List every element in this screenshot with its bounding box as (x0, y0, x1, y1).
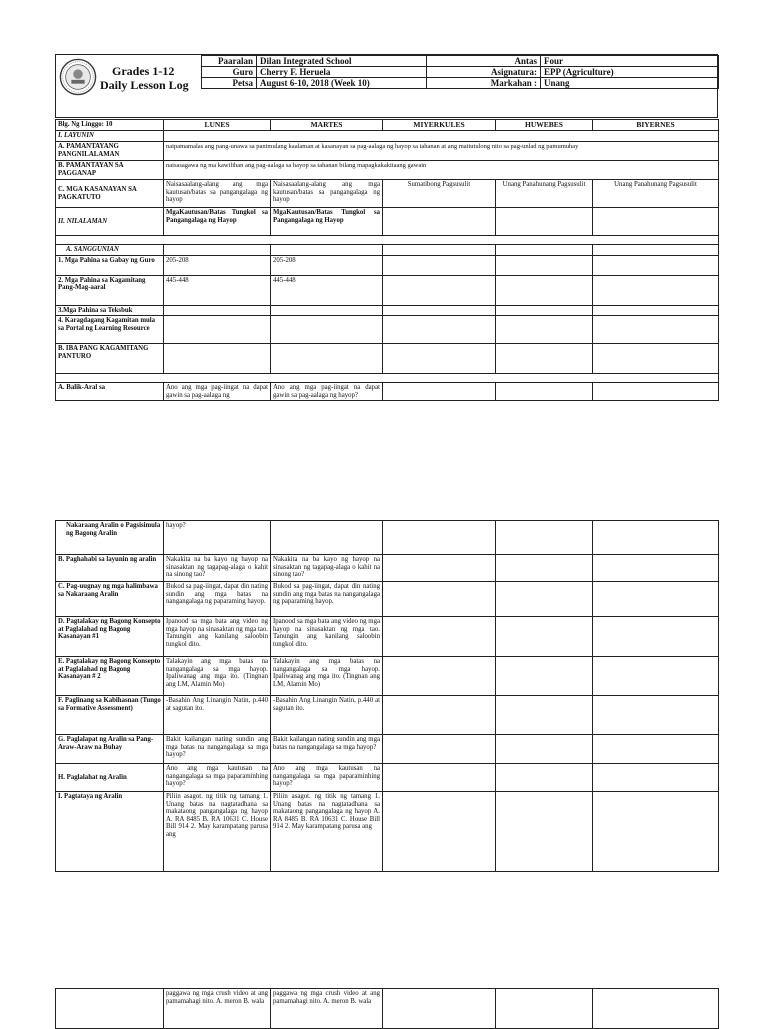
kasanayan-biyernes: Unang Panahunang Pagsusulit (593, 180, 719, 208)
balik-aral-label: A. Balik-Aral sa (56, 383, 164, 401)
title-grades: Grades 1-12 (112, 64, 175, 78)
gabay-lunes: 205-208 (164, 255, 271, 275)
procedure-lunes: Talakayin ang mga batas na nangangalaga sa mga hayop. Ipaliwanag ang mga ito. (Tingnan ang LM, Alamin Mo) (164, 657, 271, 696)
title-daily-lesson-log: Daily Lesson Log (100, 77, 189, 92)
kasanayan-miyerkules: Sumatibong Pagsusulit (383, 180, 496, 208)
pamantayan-pagganap-text: naisasagawa ng ma kawilihan ang pag-aalaga sa hayop sa tahanan bilang mapagkakakitaang gawain (164, 161, 719, 180)
pamantayang-pangnilalaman-label: A. PAMANTAYANG PANGNILALAMAN (56, 142, 164, 161)
pamantayan-pagganap-label: B. PAMANTAYAN SA PAGGANAP (56, 161, 164, 180)
kasanayan-row (56, 180, 719, 208)
procedure-martes (271, 521, 383, 555)
blank-row-1 (56, 236, 719, 245)
asignatura-value: EPP (Agriculture) (541, 67, 719, 78)
continued-lunes: paggawa ng mga crush video at ang pamamahagi nito. A. meron B. wala (164, 989, 271, 1029)
procedure-row (56, 764, 719, 792)
layunin-heading: I. LAYUNIN (56, 131, 164, 142)
kagamitang-martes: 445-448 (271, 275, 383, 305)
procedure-lunes: Bakit kailangan nating sundin ang mga batas na nangangalaga sa mga hayop? (164, 735, 271, 764)
continued-row (56, 989, 719, 1029)
day-biyernes: BIYERNES (593, 120, 719, 131)
header-info-table (201, 55, 719, 89)
days-header-row (56, 120, 719, 131)
sanggunian-row (56, 245, 719, 256)
markahan-label: Markahan : (427, 78, 541, 89)
procedure-martes: Talakayin ang mga batas na nangangalaga sa mga hayop. Ipaliwanag ang mga ito. (Tingnan ang LM, Alamin Mo) (271, 657, 383, 696)
procedure-label: D. Pagtalakay ng Bagong Konsepto at Paglalahad ng Bagong Kasanayan #1 (56, 617, 164, 657)
procedure-row (56, 696, 719, 735)
procedure-label: C. Pag-uugnay ng mga halimbawa sa Nakaraang Aralin (56, 582, 164, 617)
procedure-lunes: Ano ang mga kautusan na nangangalaga sa mga paparaminhing hayop? (164, 764, 271, 792)
asignatura-label: Asignatura: (427, 67, 541, 78)
document-title (100, 65, 189, 93)
blank-row-2 (56, 374, 719, 383)
day-miyerkules: MIYERKULES (383, 120, 496, 131)
procedure-row (56, 582, 719, 617)
lesson-table-page-1 (55, 119, 719, 401)
procedure-row (56, 617, 719, 657)
markahan-value: Unang (541, 78, 719, 89)
procedure-row (56, 792, 719, 872)
procedure-lunes: Nakakita na ba kayo ng hayop na sinasaktan ng tagapag-alaga o kahit na sinong tao? (164, 555, 271, 582)
procedure-row (56, 521, 719, 555)
teksbuk-label: 3.Mga Pahina sa Teksbuk (56, 305, 164, 316)
nilalaman-row (56, 208, 719, 236)
pamantayang-pangnilalaman-row (56, 142, 719, 161)
procedure-martes: -Basahin Ang Linangin Natin, p.440 at sagutan ito. (271, 696, 383, 735)
procedure-label: G. Paglalapat ng Aralin sa Pang-Araw-Araw na Buhay (56, 735, 164, 764)
header-row-guro (202, 67, 719, 78)
kasanayan-lunes: Naisasaalang-alang ang mga kautusan/batas sa pangangalaga ng hayop (164, 180, 271, 208)
lesson-table-page-3 (55, 988, 719, 1029)
procedure-martes: Ano ang mga kautusan na nangangalaga sa mga paparaminhing hayop? (271, 764, 383, 792)
nilalaman-lunes: MgaKautusan/Batas Tungkol sa Pangangalaga ng Hayop (164, 208, 271, 236)
kagamitang-lunes: 445-448 (164, 275, 271, 305)
guro-value: Cherry F. Heruela (257, 67, 427, 78)
guro-label: Guro (202, 67, 257, 78)
day-lunes: LUNES (164, 120, 271, 131)
procedure-row (56, 657, 719, 696)
nilalaman-martes: MgaKautusan/Batas Tungkol sa Pangangalaga ng Hayop (271, 208, 383, 236)
procedure-row (56, 555, 719, 582)
header-spacer (55, 108, 718, 118)
deped-seal-icon (59, 58, 97, 96)
kagamitang-label: 2. Mga Pahina sa Kagamitang Pang-Mag-aaral (56, 275, 164, 305)
kasanayan-label: C. MGA KASANAYAN SA PAGKATUTO (56, 180, 164, 208)
procedure-martes: Piliin asagot. ng titik ng tamang 1. Unang batas na nagtatadhana sa makataong pangangalaga ng hayop A. RA 8485 B. RA 10631 C. House Bill 914 2. May karampatang parusa ang (271, 792, 383, 872)
balik-aral-martes: Ano ang mga pag-iingat na dapat gawin sa pag-aalaga ng hayop? (271, 383, 383, 401)
procedure-lunes: Piliin asagot. ng titik ng tamang 1. Unang batas na nagtatadhana sa makataong pangangalaga ng hayop A. RA 8485 B. RA 10631 C. House Bill 914 2. May karampatang parusa ang (164, 792, 271, 872)
kagamitang-row (56, 275, 719, 305)
week-label: Blg. Ng Linggo: 10 (56, 120, 164, 131)
gabay-martes: 205-208 (271, 255, 383, 275)
lesson-table-page-2 (55, 520, 719, 872)
layunin-section-row (56, 131, 719, 142)
nilalaman-heading: II. NILALAMAN (56, 208, 164, 236)
procedure-lunes: hayop? (164, 521, 271, 555)
iba-pang-label: B. IBA PANG KAGAMITANG PANTURO (56, 344, 164, 374)
balik-aral-lunes: Ano ang mga pag-iingat na dapat gawin sa pag-aalaga ng (164, 383, 271, 401)
petsa-value: August 6-10, 2018 (Week 10) (257, 78, 427, 89)
balik-aral-row (56, 383, 719, 401)
header-row-petsa (202, 78, 719, 89)
antas-label: Antas (427, 56, 541, 67)
karagdagang-label: 4. Karagdagang Kagamitan mula sa Portal ng Learning Resource (56, 316, 164, 344)
iba-pang-row (56, 344, 719, 374)
antas-value: Four (541, 56, 719, 67)
procedure-martes: Bakit kailangan nating sundin ang mga batas na nangangalaga sa mga hayop? (271, 735, 383, 764)
paaralan-label: Paaralan (202, 56, 257, 67)
day-martes: MARTES (271, 120, 383, 131)
karagdagang-row (56, 316, 719, 344)
continued-martes: paggawa ng mga crush video at ang pamamahagi nito. A. meron B. wala (271, 989, 383, 1029)
procedure-label: I. Pagtataya ng Aralin (56, 792, 164, 872)
petsa-label: Petsa (202, 78, 257, 89)
procedure-martes: Ipanood sa mga bata ang video ng mga hayop na sinasaktan ng mga tao. Tanungin ang kanilang saloobin tungkol dito. (271, 617, 383, 657)
procedure-label: H. Paglalahat ng Aralin (56, 764, 164, 792)
procedure-label: Nakaraang Aralin o Pagsisimula ng Bagong Aralin (56, 521, 164, 555)
procedure-label: E. Pagtalakay ng Bagong Konsepto at Paglalahad ng Bagong Kasanayan # 2 (56, 657, 164, 696)
procedure-label: F. Paglinang sa Kabihasnan (Tungo sa Formative Assessment) (56, 696, 164, 735)
procedure-martes: Nakakita na ba kayo ng hayop na sinasaktan ng tagapag-alaga o kahit na sinong tao? (271, 555, 383, 582)
procedure-label: B. Paghahabi sa layunin ng aralin (56, 555, 164, 582)
procedure-martes: Bukod sa pag-iingat, dapat din nating sundin ang mga batas na nangangalaga ng paparaming hayop. (271, 582, 383, 617)
kasanayan-huwebes: Unang Panahunang Pagsusulit (496, 180, 593, 208)
procedure-lunes: Bukod sa pag-iingat, dapat din nating sundin ang mga batas na nangangalaga ng paparaming hayop. (164, 582, 271, 617)
sanggunian-heading: A. SANGGUNIAN (56, 245, 164, 256)
procedure-row (56, 735, 719, 764)
day-huwebes: HUWEBES (496, 120, 593, 131)
gabay-label: 1. Mga Pahina sa Gabay ng Guro (56, 255, 164, 275)
gabay-row (56, 255, 719, 275)
kasanayan-martes: Naisasaalang-alang ang mga kautusan/batas sa pangangalaga ng hayop (271, 180, 383, 208)
teksbuk-row (56, 305, 719, 316)
header-row-paaralan (202, 56, 719, 67)
pamantayan-pagganap-row (56, 161, 719, 180)
procedure-lunes: Ipanood sa mga bata ang video ng mga hayop na sinasaktan ng mga tao. Tanungin ang kanilang saloobin tungkol dito. (164, 617, 271, 657)
pamantayang-pangnilalaman-text: naipamamalas ang pang-unawa sa panimulang kaalaman at kasanayan sa pag-aalaga ng hayop sa tahanan at ang maitutulong nito sa pag-unlad ng pamumuhay (164, 142, 719, 161)
paaralan-value: Dilan Integrated School (257, 56, 427, 67)
procedure-lunes: -Basahin Ang Linangin Natin, p.440 at sagutan ito. (164, 696, 271, 735)
